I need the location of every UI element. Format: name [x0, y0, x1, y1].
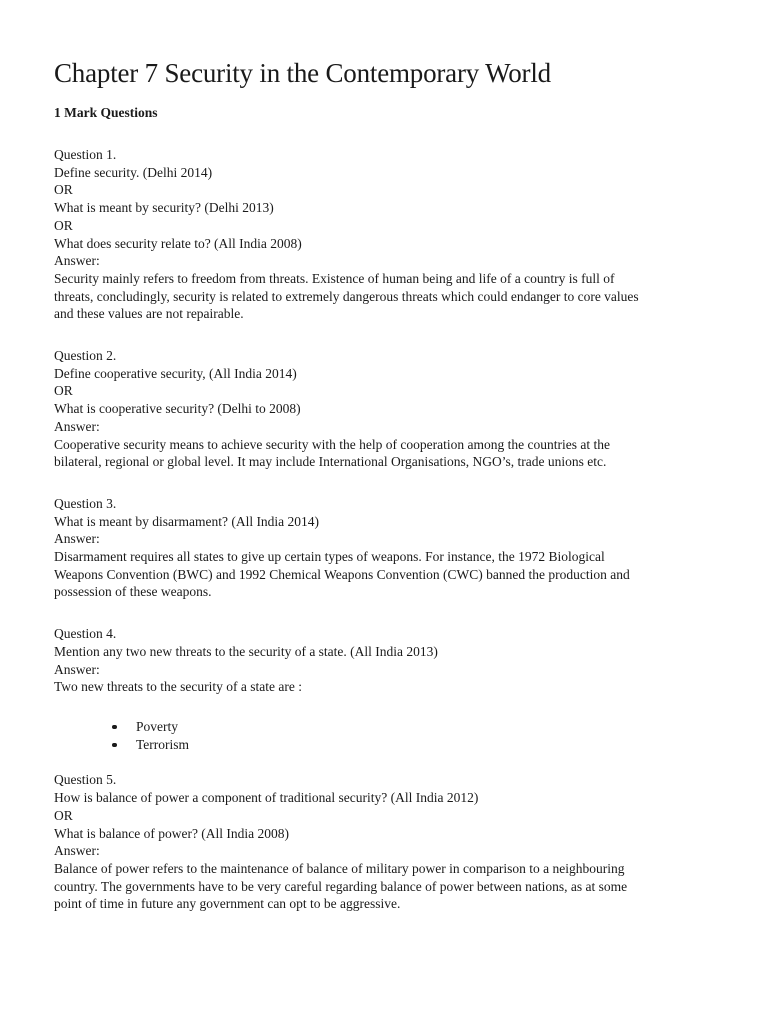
page-title: Chapter 7 Security in the Contemporary World [54, 58, 551, 88]
question-text: Define cooperative security, (All India 2014) [54, 365, 297, 381]
list-item [112, 736, 714, 754]
answer-text: Security mainly refers to freedom from threats. Existence of human being and life of a country is full of [54, 270, 615, 286]
list-item-text: Poverty [136, 718, 178, 734]
question-label: Question 3. [54, 495, 117, 511]
answer-text: Disarmament requires all states to give up certain types of weapons. For instance, the 1972 Biological [54, 549, 605, 565]
question-text: What does security relate to? (All India 2008) [54, 235, 302, 251]
document-page [54, 56, 714, 913]
answer-text: Balance of power refers to the maintenance of balance of military power in comparison to a neighbouring [54, 860, 625, 876]
question-block-3 [54, 495, 714, 601]
question-label: Question 2. [54, 348, 117, 364]
or-separator: OR [54, 217, 73, 233]
or-separator: OR [54, 383, 73, 399]
or-separator: OR [54, 807, 73, 823]
question-block-5 [54, 771, 714, 913]
answer-text: bilateral, regional or global level. It may include International Organisations, NGO’s, trade unions etc. [54, 454, 607, 470]
bullet-icon [112, 725, 117, 730]
answer-text: country. The governments have to be very careful regarding balance of power between nations, as at some [54, 878, 628, 894]
question-label: Question 5. [54, 772, 117, 788]
question-label: Question 1. [54, 147, 117, 162]
question-block-2 [54, 347, 714, 471]
answer-label: Answer: [54, 843, 100, 859]
question-text: Mention any two new threats to the security of a state. (All India 2013) [54, 643, 438, 659]
bullet-icon [112, 743, 117, 748]
answer-label: Answer: [54, 253, 100, 269]
answer-text: Two new threats to the security of a state are : [54, 679, 302, 695]
or-separator: OR [54, 182, 73, 198]
answer-text: threats, concludingly, security is related to extremely dangerous threats which could endanger to core values [54, 288, 639, 304]
answer-label: Answer: [54, 531, 100, 547]
answer-text: point of time in future any government can opt to be aggressive. [54, 896, 401, 912]
answer-label: Answer: [54, 661, 100, 677]
answer-text: possession of these weapons. [54, 584, 212, 600]
question-text: What is meant by disarmament? (All India 2014) [54, 513, 320, 529]
question-block-1 [54, 146, 714, 323]
list-item [112, 718, 714, 736]
question-text: Define security. (Delhi 2014) [54, 164, 213, 180]
list-item-text: Terrorism [136, 736, 190, 752]
answer-text: Weapons Convention (BWC) and 1992 Chemical Weapons Convention (CWC) banned the production and [54, 566, 630, 582]
question-text: What is balance of power? (All India 2008) [54, 825, 290, 841]
bullet-list [54, 718, 714, 753]
answer-text: and these values are not repairable. [54, 306, 244, 322]
question-text: What is cooperative security? (Delhi to 2008) [54, 401, 301, 417]
answer-label: Answer: [54, 418, 100, 434]
question-label: Question 4. [54, 626, 117, 642]
section-heading: 1 Mark Questions [54, 105, 158, 120]
question-text: What is meant by security? (Delhi 2013) [54, 200, 274, 216]
question-text: How is balance of power a component of traditional security? (All India 2012) [54, 790, 479, 806]
question-block-4 [54, 625, 714, 753]
answer-text: Cooperative security means to achieve security with the help of cooperation among the countries at the [54, 436, 610, 452]
